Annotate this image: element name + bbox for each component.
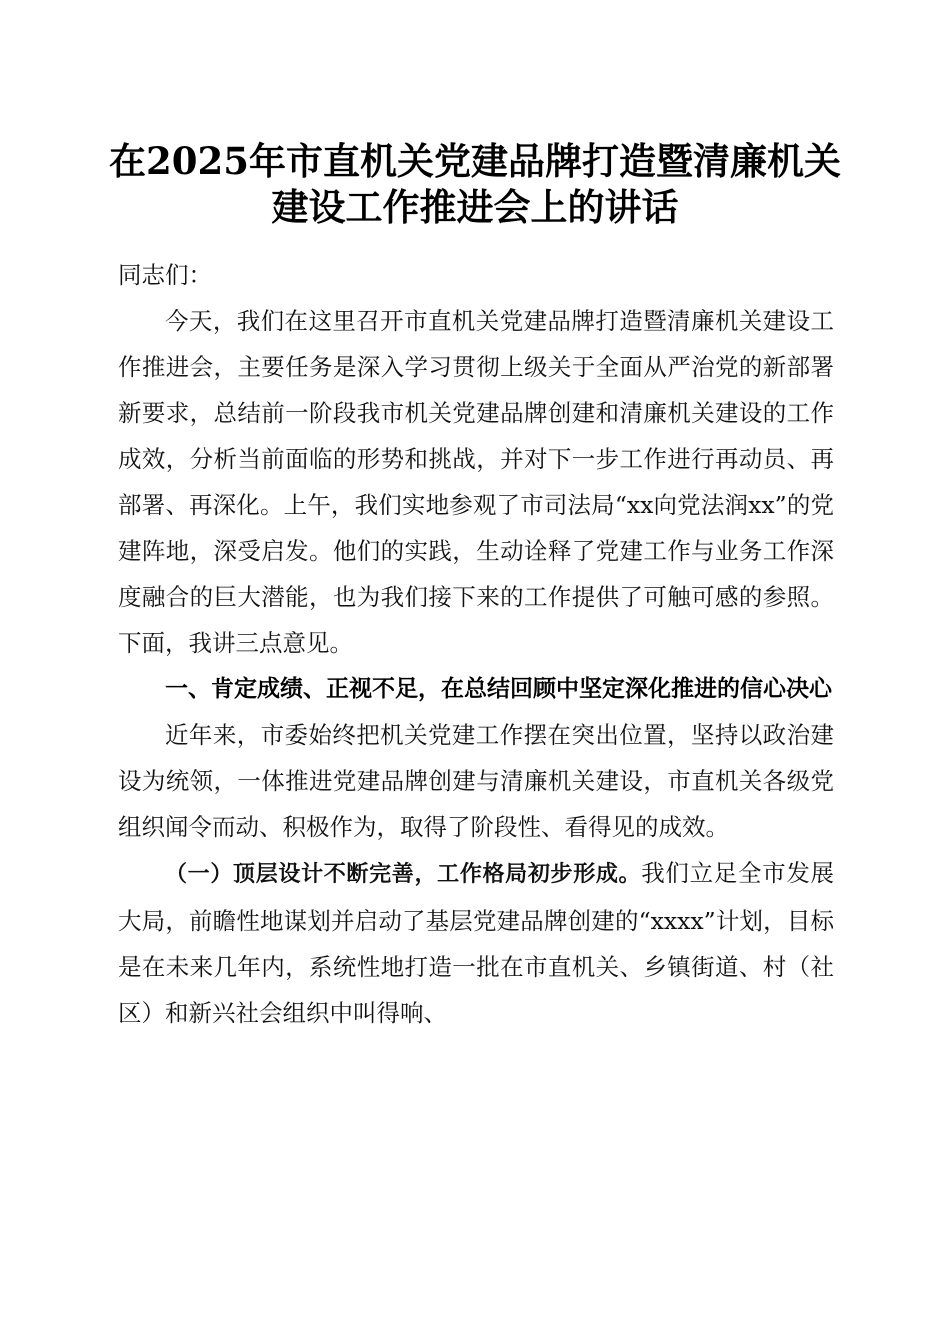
subsection-1-heading: （一）顶层设计不断完善，工作格局初步形成。 (165, 862, 642, 887)
intro-paragraph: 今天，我们在这里召开市直机关党建品牌打造暨清廉机关建设工作推进会，主要任务是深入学习贯彻上级关于全面从严治党的新部署新要求，总结前一阶段我市机关党建品牌创建和清廉机关建设的工作成效，分析当前面临的形势和挑战，并对下一步工作进行再动员、再部署、再深化。上午，我们实地参观了市司法局“xx向党法润xx”的党建阵地，深受启发。他们的实践，生动诠释了党建工作与业务工作深度融合的巨大潜能，也为我们接下来的工作提供了可触可感的参照。下面，我讲三点意见。 (118, 307, 834, 657)
document-body (118, 252, 834, 1036)
section-1-paragraph: 近年来，市委始终把机关党建工作摆在突出位置，坚持以政治建设为统领，一体推进党建品牌创建与清廉机关建设，市直机关各级党组织闻令而动、积极作为，取得了阶段性、看得见的成效。 (118, 721, 834, 841)
section-1-heading: 一、肯定成绩、正视不足，在总结回顾中坚定深化推进的信心决心 (165, 676, 832, 702)
document-title (100, 138, 850, 230)
subsection-1-paragraph (118, 850, 834, 1036)
title-line-2: 建设工作推进会上的讲话 (271, 185, 679, 229)
salutation: 同志们： (118, 261, 212, 289)
title-line-1: 在2025年市直机关党建品牌打造暨清廉机关 (109, 139, 841, 183)
subsection-1-text: 我们立足全市发展大局，前瞻性地谋划并启动了基层党建品牌创建的“xxxx”计划，目标是在未来几年内，系统性地打造一批在市直机关、乡镇街道、村（社区）和新兴社会组织中叫得响、 (118, 859, 834, 1027)
